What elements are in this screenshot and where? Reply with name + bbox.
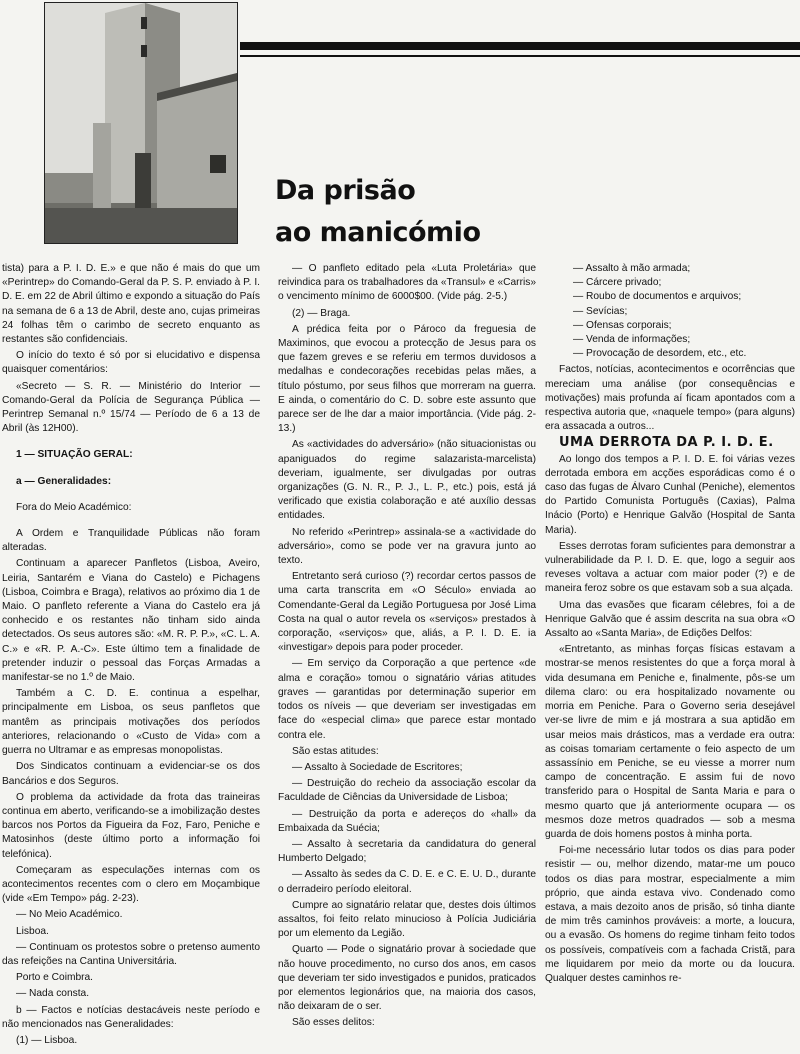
col1-paragraph: (1) — Lisboa. bbox=[16, 1034, 78, 1046]
col2-paragraph: — O panfleto editado pela «Luta Proletária» que reivindica para os trabalhadores da «Transul» e «Carris» o vencimento mínimo de 6000$00. (Vide pág. 2-5.) bbox=[278, 263, 536, 303]
col2-paragraph: (2) — Braga. bbox=[292, 307, 351, 319]
col1-paragraph: — Nada consta. bbox=[16, 988, 90, 1000]
col1-paragraph: — No Meio Académico. bbox=[16, 909, 123, 921]
list-item: — Provocação de desordem, etc., etc. bbox=[573, 348, 747, 360]
col3-paragraph: Foi-me necessário lutar todos os dias para poder resistir — ou, melhor dizendo, matar-me um pouco todos os dias para mostrar, especialmente a mim próprio, que ainda estava vivo. Condenado como estava, a mais dezoito anos de prisão, só tinha diante de mim três caminhos prováveis: a morte, a loucura, ou a evasão. Os homens do regime tinham feito todos os possíveis, compatíveis com a fachada Cristã, para me liquidarem por meio da morte ou da loucura. Qualquer destes caminhos re- bbox=[545, 845, 795, 984]
col1-paragraph: — Continuam os protestos sobre o pretenso aumento das refeições na Cantina Universitária. bbox=[2, 941, 260, 967]
article-headline bbox=[275, 170, 481, 254]
list-item: — Roubo de documentos e arquivos; bbox=[573, 291, 742, 303]
col2-paragraph: São estas atitudes: bbox=[292, 745, 379, 757]
col2-paragraph: Cumpre ao signatário relatar que, destes dois últimos assaltos, foi feito relato minucioso à Polícia Judiciária por um elemento da Legião. bbox=[278, 899, 536, 940]
section-title: UMA DERROTA DA P. I. D. E. bbox=[559, 435, 774, 451]
col1-paragraph: Continuam a aparecer Panfletos (Lisboa, Aveiro, Leiria, Santarém e Viana do Castelo) e Pichagens (Lisboa, Coimbra e Braga), relativos ao próximo dia 1 de Maio. O panfleto referente a Viana do Castelo era já conhecido e os restantes não tinham sido ainda detectados. Os seus autores são: «M. R. P. P.», «C. L. A. C.» e «R. P. A.-C». Este último tem a finalidade de pretender induzir o pessoal das Forças Armadas a manifestar-se no 1.º de Maio. bbox=[2, 558, 260, 684]
headline-line-1: Da prisão bbox=[275, 175, 416, 206]
list-item: — Assalto à mão armada; bbox=[573, 263, 691, 274]
col2-paragraph: Quarto — Pode o signatário provar à sociedade que não houve procedimento, no curso dos anos, em casos que deveriam ter sido investigados e punidos, praticados por elementos legionários que, na maioria dos casos, não deixaram de o ser. bbox=[278, 944, 536, 1013]
col1-paragraph: «Secreto — S. R. — Ministério do Interior — Comando-Geral da Polícia de Segurança Pública — Perintrep Semanal n.º 15/74 — Período de 6 a 13 de Abril (às 12H00). bbox=[2, 380, 260, 435]
col1-paragraph: Fora do Meio Académico: bbox=[16, 501, 132, 513]
col1-paragraph: Dos Sindicatos continuam a evidenciar-se os dos Bancários e dos Seguros. bbox=[2, 761, 260, 787]
col1-paragraph: Também a C. D. E. continua a espelhar, principalmente em Lisboa, os seus panfletos que mantêm as principais motivações dos períodos anteriores, relacionando o «Custo de Vida» com a guerra no Ultramar e as empresas monopolistas. bbox=[2, 688, 260, 757]
column-1 bbox=[2, 262, 260, 1050]
col2-paragraph: A prédica feita por o Pároco da freguesia de Maximinos, que evocou a protecção de Jesus para os que fazem greves e se referiu em termos duvidosos a medalhas e condecorações recebidas pelas mães, a título póstumo, por seus filhos que morreram na guerra. E ainda, o comentário do C. D. sobre este assunto que parece ser de lhe dar a maior importância. (Vide pág. 2-13.) bbox=[278, 323, 536, 435]
col2-paragraph: As «actividades do adversário» (não situacionistas ou apaniguados do regime salazarista-marcelista) deveriam, igualmente, ser divulgadas por outras organizações (G. N. R., P. J., L. P., etc.) pois, está já verificado que existia colaboração e até auxílio dessas entidades. bbox=[278, 439, 536, 522]
subsection-heading: a — Generalidades: bbox=[16, 475, 112, 487]
col1-paragraph: O início do texto é só por si elucidativo e dispensa quaisquer comentários: bbox=[2, 350, 260, 376]
col2-paragraph: No referido «Perintrep» assinala-se a «actividade do adversário», como se pode ver na gravura junto ao texto. bbox=[278, 526, 536, 567]
col1-paragraph: A Ordem e Tranquilidade Públicas não foram alteradas. bbox=[2, 528, 260, 554]
column-3 bbox=[545, 262, 795, 988]
top-rule-thin bbox=[240, 55, 800, 57]
headline-line-2: ao manicómio bbox=[275, 217, 481, 248]
list-item: — Venda de informações; bbox=[573, 334, 691, 346]
col1-paragraph: Lisboa. bbox=[16, 925, 49, 937]
col3-paragraph: Ao longo dos tempos a P. I. D. E. foi várias vezes derrotada embora em acções esporádicas como é o caso das fugas de Álvaro Cunhal (Peniche), elementos do Partido Comunista Português (Caxias), Palma Inácio (Porto) e Henrique Galvão (Hospital de Santa Maria). bbox=[545, 453, 795, 536]
list-item: — Cárcere privado; bbox=[573, 277, 662, 289]
col3-paragraph: Factos, notícias, acontecimentos e ocorrências que mereciam uma análise (por consequências e motivações) mais profunda aí ficam apontados com a respectiva autoria que, «naquele tempo» (para alguns) era assacada a outros... bbox=[545, 364, 795, 433]
col2-paragraph: — Assalto à secretaria da candidatura do general Humberto Delgado; bbox=[278, 838, 536, 865]
col3-paragraph: «Entretanto, as minhas forças físicas estavam a mostrar-se menos resistentes do que a força moral à vida desumana em Peniche e, finalmente, pôs-se um dilema claro: ou era hospitalizado novamente ou morria em Peniche. Para o Governo seria desejável ver-se livre de mim e já mostrara a sua aptidão em usar meios mais drásticos, mas a verdade era outra: as coisas tomariam certamente o feio aspecto de um assassínio em Peniche, se eu viesse a morrer num campo de concentração. E assim fui de novo transferido para o Hospital de Santa Maria e para o mesmo quarto que já anteriormente ocupara — os mesmos doze metros quadrados — sob a mesma guarda de dois homens postos à minha porta. bbox=[545, 644, 795, 840]
section-heading: 1 — SITUAÇÃO GERAL: bbox=[16, 449, 133, 461]
col1-paragraph: tista) para a P. I. D. E.» e que não é mais do que um «Perintrep» do Comando-Geral da P. S. P. enviado à P. I. D. E. em 22 de Abril último e expondo a situação do País na semana de 6 a 13 de Abril, deste ano, cujas primeiras 24 folhas têm o carimbo de secreto enquanto as restantes são confidenciais. bbox=[2, 263, 260, 346]
col3-paragraph: Uma das evasões que ficaram célebres, foi a de Henrique Galvão que é assim descrita na sua obra «O Assalto ao «Santa Maria», de Edições Delfos: bbox=[545, 599, 795, 640]
tower-photo bbox=[44, 2, 238, 244]
col2-paragraph: — Assalto à Sociedade de Escritores; bbox=[292, 761, 463, 773]
list-item: — Sevícias; bbox=[573, 305, 628, 317]
col1-paragraph: Começaram as especulações internas com os acontecimentos recentes com o clero em Moçambique (vide «Em Tempo» pág. 2-23). bbox=[2, 864, 260, 905]
col1-paragraph: b — Factos e notícias destacáveis neste período e não mencionados nas Generalidades: bbox=[2, 1004, 260, 1030]
col2-paragraph: — Em serviço da Corporação a que pertence «de alma e coração» tomou o signatário várias atitudes graves — garantidas por determinação superior em todos os níveis — que deveriam ser investigadas em face do «especial clima» que parece estar montado contra ele. bbox=[278, 658, 536, 741]
top-rule bbox=[240, 42, 800, 50]
col3-paragraph: Esses derrotas foram suficientes para demonstrar a vulnerabilidade da P. I. D. E. que, logo a seguir aos reveses voltava a actuar com maior poder (?) e de maneira feroz sobre os que estavam sob a sua alçada. bbox=[545, 540, 795, 595]
col2-paragraph: Entretanto será curioso (?) recordar certos passos de uma carta transcrita em «O Século» enviada ao Comendante-Geral da Legião Portuguesa por José Lima Costa na qual o autor revela os «serviços» prestados à corporação, «serviços» que, aliás, a P. I. D. E. ia «investigar» depois para poder proceder. bbox=[278, 571, 536, 654]
col2-paragraph: — Destruição da porta e adereços do «hall» da Embaixada da Suécia; bbox=[278, 808, 536, 834]
col2-paragraph: — Destruição do recheio da associação escolar da Faculdade de Ciências da Universidade de Lisboa; bbox=[278, 778, 536, 804]
col1-paragraph: Porto e Coimbra. bbox=[16, 972, 94, 984]
col1-paragraph: O problema da actividade da frota das traineiras continua em aberto, verificando-se a imobilização destes barcos nos Portos da Figueira da Foz, Faro, Peniche e Matosinhos (deste último porto a informação foi telefónica). bbox=[2, 791, 260, 860]
column-2 bbox=[278, 262, 536, 1033]
offence-list bbox=[573, 262, 795, 361]
col2-paragraph: São esses delitos: bbox=[292, 1017, 375, 1029]
list-item: — Ofensas corporais; bbox=[573, 319, 672, 331]
col2-paragraph: — Assalto às sedes da C. D. E. e C. E. U. D., durante o derradeiro período eleitoral. bbox=[278, 869, 536, 895]
tower-photo-illustration bbox=[45, 3, 237, 243]
